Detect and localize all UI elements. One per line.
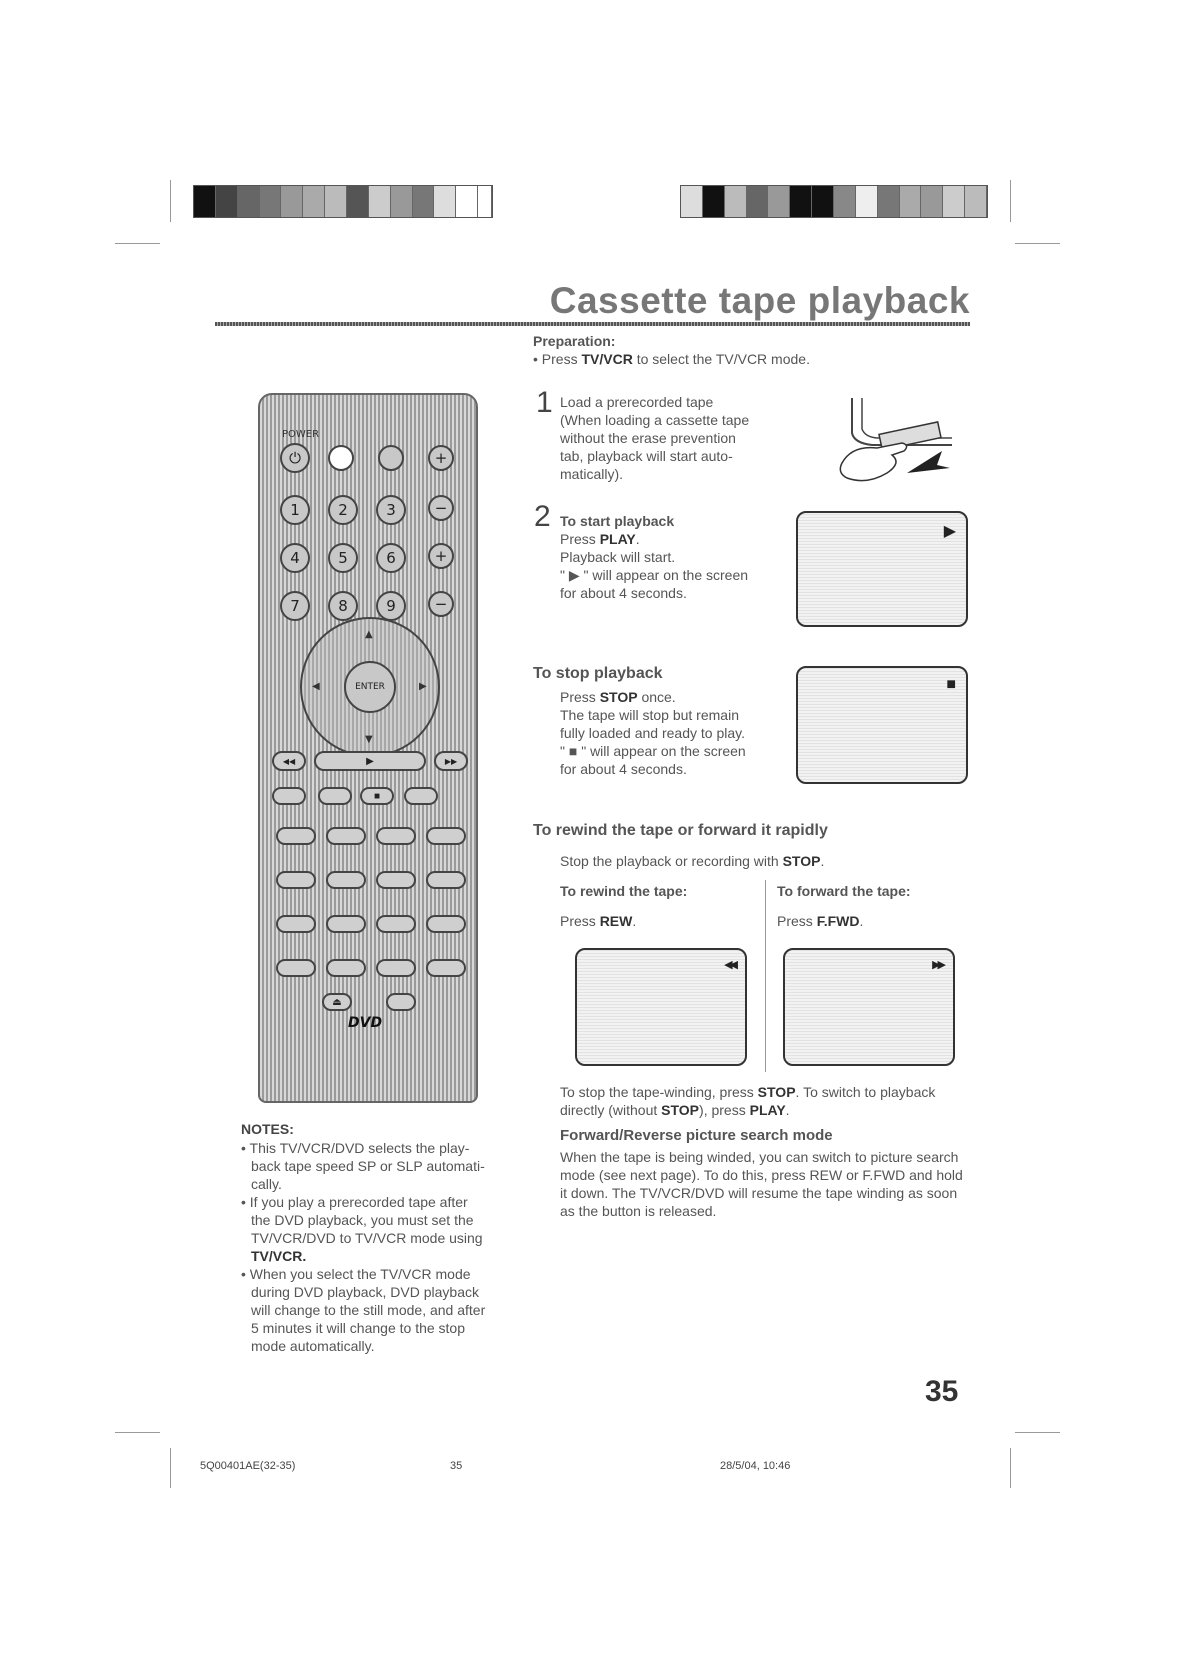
preparation-key: TV/VCR [581,351,633,367]
rewind-after-key: STOP [757,1084,796,1100]
step-2-key: PLAY [599,531,636,547]
search-mode-line: mode (see next page). To do this, press REW or F.FWD and hold [560,1167,963,1183]
remote-power-label: POWER [282,429,320,440]
dvd-logo: DVD [348,1015,383,1031]
step-1-line: without the erase prevention [560,430,736,446]
stop-press-text: once. [637,689,676,705]
remote-button [426,871,466,889]
rewind-after-text-part: directly (without [560,1102,662,1118]
rewind-intro-key: STOP [782,853,821,869]
remote-button [276,915,316,933]
note-line: 5 minutes it will change to the stop [251,1320,466,1336]
crop-mark [1015,1432,1060,1433]
stop-line: fully loaded and ready to play. [560,725,745,741]
preparation-line [533,350,810,368]
remote-button [318,787,352,805]
minus-icon: − [434,499,448,517]
play-indicator-icon: ▶ [943,523,956,540]
stop-line: " ■ " will appear on the screen [560,743,746,759]
remote-control-illustration [258,393,478,1103]
rewind-press-text: . [632,913,637,929]
stop-line: for about 4 seconds. [560,761,687,777]
remote-play-button: ▶ [314,751,426,771]
forward-press [777,912,863,930]
rewind-indicator-icon: ◀◀ [724,959,735,971]
remote-button [276,871,316,889]
plus-icon: + [434,449,448,467]
note-line: will change to the still mode, and after [251,1302,486,1318]
step-2-press [560,530,748,548]
rewind-after-text-part: To stop the tape-winding, press [560,1084,758,1100]
remote-volume-down-button [428,591,454,617]
rewind-intro-text: Stop the playback or recording with [560,853,783,869]
page-number: 35 [925,1375,959,1408]
note-line: cally. [251,1176,282,1192]
rewind-after-line-2 [560,1101,935,1119]
step-1-line: Load a prerecorded tape [560,394,714,410]
arrow-up-icon: ▲ [365,629,373,640]
remote-digit-button: 8 [328,591,358,621]
rewind-forward-heading: To rewind the tape or forward it rapidly [533,822,828,839]
footer-timestamp: 28/5/04, 10:46 [720,1460,791,1472]
remote-button [404,787,438,805]
remote-enter-button: ENTER [344,661,396,713]
step-1-number: 1 [536,386,553,419]
remote-digit-button: 9 [376,591,406,621]
rewind-after-text-part: ), press [699,1102,750,1118]
stop-indicator-icon: ■ [946,676,956,693]
stop-screen-illustration [796,666,968,784]
step-2-line: " ▶ " will appear on the screen [560,567,749,583]
search-mode-text [560,1148,963,1220]
crop-mark [115,243,160,244]
forward-subheading: To forward the tape: [777,883,911,899]
step-1-text [560,393,749,483]
note-line: the DVD playback, you must set the [251,1212,474,1228]
remote-button [376,915,416,933]
page-title: Cassette tape playback [549,280,970,321]
forward-press-text: Press [777,913,817,929]
search-mode-line: as the button is released. [560,1203,717,1219]
remote-button [276,959,316,977]
search-mode-line: it down. The TV/VCR/DVD will resume the tape winding as soon [560,1185,958,1201]
note-line: back tape speed SP or SLP automati- [251,1158,485,1174]
rewind-intro-text: . [820,853,825,869]
remote-digit-button: 5 [328,543,358,573]
step-2-number: 2 [534,500,551,533]
remote-button [426,959,466,977]
rewind-intro [560,852,824,870]
stop-press [560,688,746,706]
registration-color-bar-right [680,185,988,218]
step-2-press-text: . [635,531,640,547]
crop-mark [115,1432,160,1433]
rewind-screen-illustration [575,948,747,1066]
eject-icon: ⏏ [332,996,342,1008]
stop-line: The tape will stop but remain [560,707,739,723]
remote-ffwd-button: ▶▶ [434,751,468,771]
step-1-line: tab, playback will start auto- [560,448,733,464]
note-line: • When you select the TV/VCR mode [241,1266,471,1282]
arrow-right-icon: ▶ [419,681,427,692]
remote-button [276,827,316,845]
remote-digit-button: 2 [328,495,358,525]
title-rule [215,322,970,326]
notes-heading: NOTES: [241,1121,294,1137]
rewind-after-text-part: . To switch to playback [795,1084,936,1100]
step-2-text [560,530,748,602]
forward-indicator-icon: ▶▶ [932,959,943,971]
remote-button [426,915,466,933]
remote-button [272,787,306,805]
remote-channel-up-button [428,445,454,471]
rewind-after-key: STOP [661,1102,700,1118]
stop-press-text: Press [560,689,600,705]
search-mode-heading: Forward/Reverse picture search mode [560,1127,833,1144]
step-2-line: Playback will start. [560,549,676,565]
remote-button [426,827,466,845]
rewind-after-key: PLAY [749,1102,786,1118]
note-line: during DVD playback, DVD playback [251,1284,479,1300]
forward-key: F.FWD [816,913,860,929]
note-line: TV/VCR. [251,1248,307,1264]
remote-digit-button: 6 [376,543,406,573]
remote-digit-button: 4 [280,543,310,573]
step-2-line: for about 4 seconds. [560,585,687,601]
preparation-text: to select the TV/VCR mode. [632,351,810,367]
preparation-heading: Preparation: [533,333,616,349]
column-divider [765,880,766,1072]
rewind-key: REW [599,913,633,929]
remote-button [326,827,366,845]
remote-button [376,871,416,889]
remote-button [326,959,366,977]
remote-button [326,871,366,889]
insert-tape-illustration [832,393,957,493]
crop-mark [1010,1448,1011,1488]
minus-icon: − [434,595,448,613]
rewind-after-text [560,1083,935,1119]
rewind-press-text: Press [560,913,600,929]
power-icon: ⏻ [289,449,301,467]
crop-mark [170,180,171,222]
stop-key: STOP [599,689,638,705]
remote-dpad [300,617,440,757]
remote-digit-button: 3 [376,495,406,525]
remote-volume-up-button [428,543,454,569]
remote-tvvcr-button [328,445,354,471]
step-2-heading: To start playback [560,513,675,529]
search-mode-line: When the tape is being winded, you can switch to picture search [560,1149,959,1165]
footer-page: 35 [450,1460,463,1472]
remote-digit-button: 1 [280,495,310,525]
remote-button [376,827,416,845]
stop-text [560,688,746,778]
remote-button [326,915,366,933]
crop-mark [170,1448,171,1488]
rewind-subheading: To rewind the tape: [560,883,688,899]
stop-heading: To stop playback [533,665,663,682]
rewind-press [560,912,636,930]
note-line: • This TV/VCR/DVD selects the play- [241,1140,470,1156]
remote-digit-button: 7 [280,591,310,621]
remote-channel-down-button [428,495,454,521]
note-line: mode automatically. [251,1338,375,1354]
footer-file-id: 5Q00401AE(32-35) [200,1460,296,1472]
remote-power-button [280,443,310,473]
rewind-after-text-part: . [785,1102,790,1118]
remote-button [376,959,416,977]
crop-mark [1015,243,1060,244]
step-1-line: (When loading a cassette tape [560,412,750,428]
remote-stop-button: ■ [360,787,394,805]
note-line: • If you play a prerecorded tape after [241,1194,468,1210]
rewind-after-line-1 [560,1083,935,1101]
arrow-left-icon: ◀ [312,681,320,692]
step-1-line: matically). [560,466,624,482]
registration-color-bar-left [193,185,493,218]
forward-press-text: . [859,913,864,929]
note-line: TV/VCR/DVD to TV/VCR mode using [251,1230,483,1246]
notes-list [241,1139,499,1355]
remote-button [386,993,416,1011]
remote-eject-button [322,993,352,1011]
plus-icon: + [434,547,448,565]
arrow-down-icon: ▼ [365,734,373,745]
remote-button [378,445,404,471]
preparation-text: • Press [533,351,582,367]
crop-mark [1010,180,1011,222]
remote-rew-button: ◀◀ [272,751,306,771]
play-screen-illustration [796,511,968,627]
step-2-press-text: Press [560,531,600,547]
forward-screen-illustration [783,948,955,1066]
